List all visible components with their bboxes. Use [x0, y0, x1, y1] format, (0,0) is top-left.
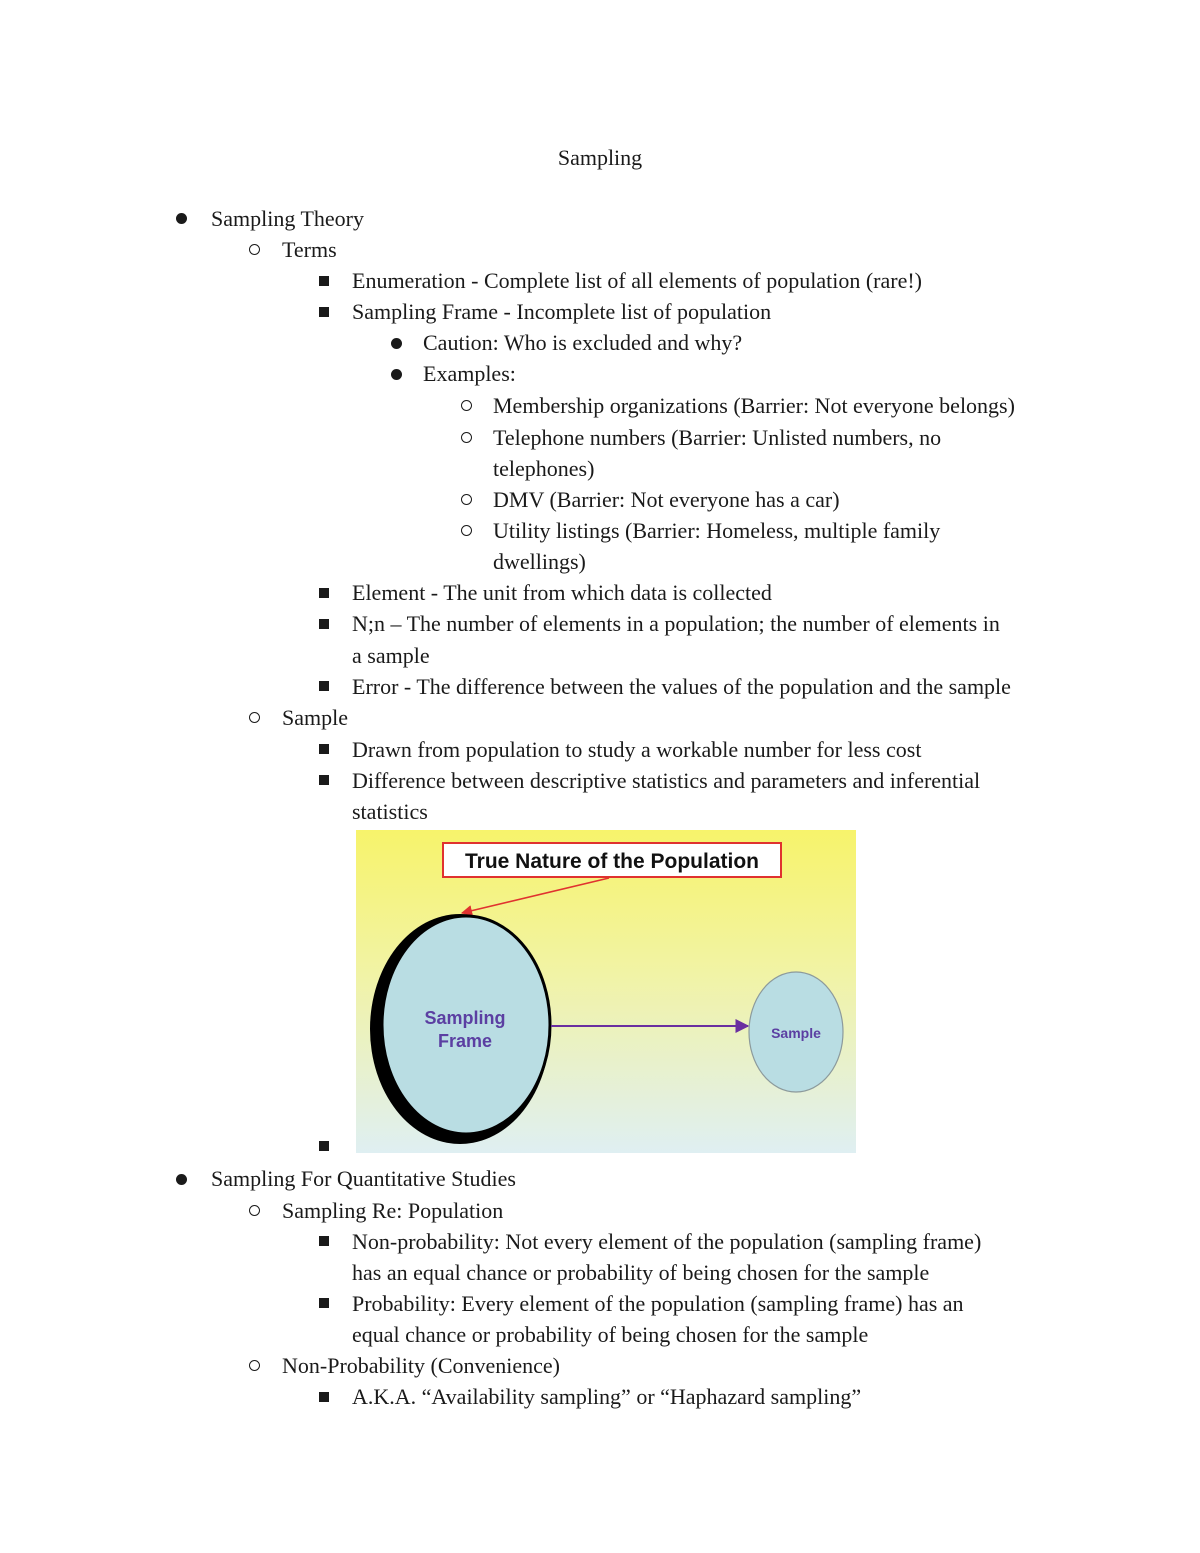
bullet-circle	[461, 494, 472, 505]
sampling-frame-diagram	[356, 830, 856, 1153]
bullet-circle	[249, 244, 260, 255]
page-title: Sampling	[557, 145, 643, 170]
outline-item-continued: statistics	[352, 799, 428, 824]
bullet-circle	[461, 400, 472, 411]
bullet-square	[319, 1392, 329, 1402]
outline-item: Error - The difference between the values of the population and the sample	[352, 674, 1011, 699]
population-label: True Nature of the Population	[464, 850, 760, 873]
bullet-square	[319, 681, 329, 691]
outline-item: Sampling Re: Population	[282, 1198, 504, 1223]
outline-item-continued: telephones)	[493, 456, 595, 481]
outline-item: Non-probability: Not every element of the population (sampling frame)	[352, 1229, 982, 1254]
bullet-square	[319, 588, 329, 598]
outline-item: Sampling Frame - Incomplete list of population	[352, 299, 772, 324]
outline-item: Element - The unit from which data is collected	[352, 580, 772, 605]
sampling-frame-label-line2: Frame	[437, 1031, 493, 1051]
bullet-circle	[249, 712, 260, 723]
bullet-circle	[461, 525, 472, 536]
outline-item: Utility listings (Barrier: Homeless, multiple family	[493, 518, 941, 543]
outline-item: Membership organizations (Barrier: Not everyone belongs)	[493, 393, 1015, 418]
bullet-circle	[461, 432, 472, 443]
bullet-square	[319, 619, 329, 629]
bullet-square	[319, 307, 329, 317]
bullet-dot	[391, 369, 402, 380]
outline-item-continued: a sample	[352, 643, 430, 668]
outline-item-continued: equal chance or probability of being chosen for the sample	[352, 1322, 869, 1347]
bullet-circle	[249, 1360, 260, 1371]
bullet-square	[319, 744, 329, 754]
outline-item: Sample	[282, 705, 348, 730]
outline-item: Caution: Who is excluded and why?	[423, 330, 743, 355]
outline-item: Examples:	[423, 361, 516, 386]
outline-item: Terms	[282, 237, 337, 262]
outline-item: Probability: Every element of the population (sampling frame) has an	[352, 1291, 964, 1316]
bullet-square	[319, 1298, 329, 1308]
outline-item-continued: dwellings)	[493, 549, 586, 574]
bullet-square	[319, 276, 329, 286]
bullet-dot	[176, 213, 187, 224]
bullet-square	[319, 1141, 329, 1151]
bullet-square	[319, 775, 329, 785]
outline-item: Sampling For Quantitative Studies	[211, 1166, 516, 1191]
sample-label: Sample	[771, 1025, 821, 1041]
outline-item: DMV (Barrier: Not everyone has a car)	[493, 487, 840, 512]
bullet-dot	[176, 1174, 187, 1185]
outline-item: Non-Probability (Convenience)	[282, 1353, 560, 1378]
outline-item: Difference between descriptive statistics and parameters and inferential	[352, 768, 981, 793]
outline-item: Sampling Theory	[211, 206, 364, 231]
bullet-dot	[391, 338, 402, 349]
diagram-svg	[356, 830, 856, 1153]
outline-item: Drawn from population to study a workable number for less cost	[352, 737, 922, 762]
outline-item: N;n – The number of elements in a population; the number of elements in	[352, 611, 1000, 636]
outline-item: Telephone numbers (Barrier: Unlisted numbers, no	[493, 425, 942, 450]
sampling-frame-label-line1: Sampling	[424, 1008, 506, 1028]
bullet-square	[319, 1236, 329, 1246]
outline-item-continued: has an equal chance or probability of being chosen for the sample	[352, 1260, 930, 1285]
bullet-circle	[249, 1205, 260, 1216]
outline-item: A.K.A. “Availability sampling” or “Haphazard sampling”	[352, 1384, 862, 1409]
outline-item: Enumeration - Complete list of all elements of population (rare!)	[352, 268, 922, 293]
